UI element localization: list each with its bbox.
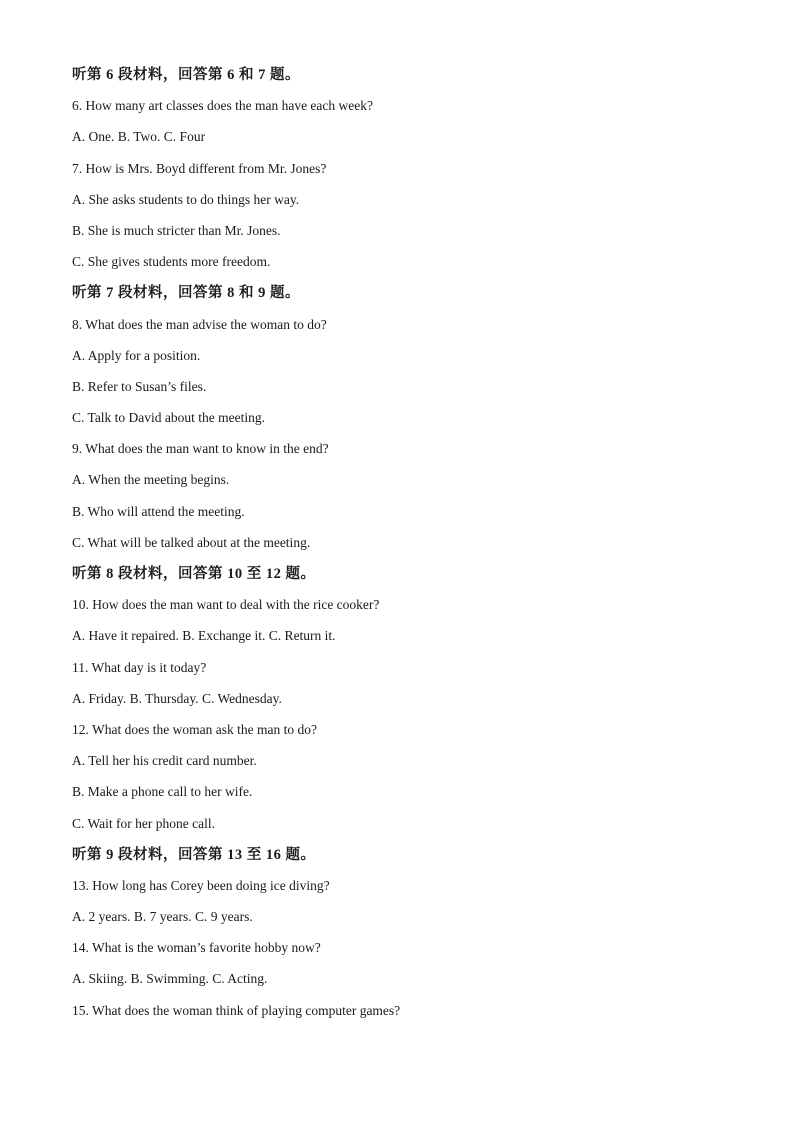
- section-heading-8: 听第 8 段材料，回答第 10 至 12 题。: [72, 566, 316, 582]
- question-7: 7. How is Mrs. Boyd different from Mr. Jones?: [72, 160, 327, 176]
- option-9b: B. Who will attend the meeting.: [72, 503, 245, 519]
- option-7b: B. She is much stricter than Mr. Jones.: [72, 222, 281, 238]
- answer-options-11: A. Friday. B. Thursday. C. Wednesday.: [72, 690, 282, 706]
- option-12b: B. Make a phone call to her wife.: [72, 784, 253, 800]
- option-7a: A. She asks students to do things her way.: [72, 191, 300, 207]
- section-heading-7: 听第 7 段材料，回答第 8 和 9 题。: [72, 285, 300, 302]
- section-heading-9: 听第 9 段材料，回答第 13 至 16 题。: [72, 846, 316, 863]
- option-9a: A. When the meeting begins.: [72, 472, 230, 488]
- question-11: 11. What day is it today?: [72, 659, 207, 675]
- option-8c: C. Talk to David about the meeting.: [72, 410, 266, 426]
- option-9c: C. What will be talked about at the meeting.: [72, 534, 311, 550]
- option-8b: B. Refer to Susan’s files.: [72, 378, 207, 394]
- section-heading-6: 听第 6 段材料，回答第 6 和 7 题。: [72, 67, 300, 83]
- document-content: [72, 64, 732, 1031]
- question-15: 15. What does the woman think of playing computer games?: [72, 1002, 401, 1018]
- question-9: 9. What does the man want to know in the end?: [72, 441, 329, 457]
- option-12a: A. Tell her his credit card number.: [72, 753, 257, 769]
- question-10: 10. How does the man want to deal with the rice cooker?: [72, 597, 380, 613]
- question-14: 14. What is the woman’s favorite hobby now?: [72, 940, 321, 956]
- question-12: 12. What does the woman ask the man to do?: [72, 721, 317, 737]
- answer-options-13: A. 2 years. B. 7 years. C. 9 years.: [72, 909, 253, 925]
- option-8a: A. Apply for a position.: [72, 347, 201, 363]
- question-6: 6. How many art classes does the man have each week?: [72, 98, 374, 114]
- answer-options-10: A. Have it repaired. B. Exchange it. C. Return it.: [72, 628, 336, 644]
- question-8: 8. What does the man advise the woman to do?: [72, 316, 327, 332]
- option-7c: C. She gives students more freedom.: [72, 254, 271, 270]
- answer-options-14: A. Skiing. B. Swimming. C. Acting.: [72, 971, 268, 987]
- question-13: 13. How long has Corey been doing ice diving?: [72, 877, 330, 893]
- option-12c: C. Wait for her phone call.: [72, 815, 215, 831]
- answer-options-6: A. One. B. Two. C. Four: [72, 129, 206, 145]
